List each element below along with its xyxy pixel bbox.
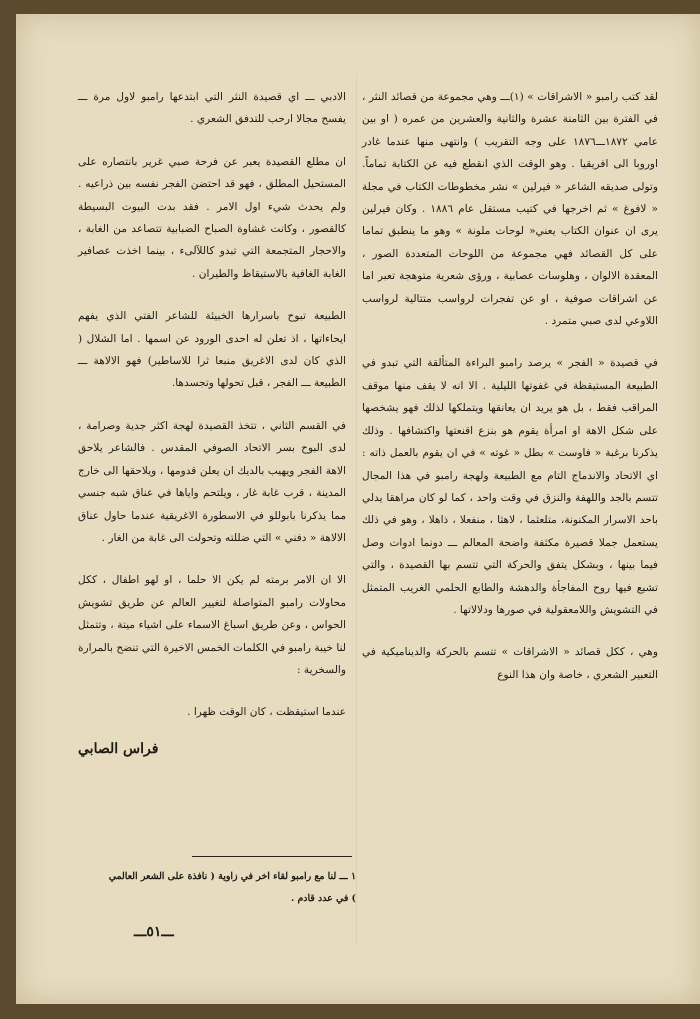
footnote: ١ ـــ لنا مع رامبو لقاء اخر في زاوية ( نافذة على الشعر العالمي ) في عدد قادم . bbox=[108, 871, 356, 904]
right-column bbox=[362, 86, 658, 706]
paragraph: الطبيعة تبوح باسرارها الخبيئة للشاعر الفتي الذي يفهم ايحاءاتها ، اذ تعلن له احدى الورود عن اسمها . اما الشلال ( الذي كان لدى الاغريق منبعا ثرا للاساطير) فهو الالاهة ـــ الطبيعة ـــ الفجر ، قبل تحولها وتجسدها. bbox=[78, 310, 346, 390]
page bbox=[16, 14, 700, 1004]
paragraph: ان مطلع القصيدة يعبر عن فرحة صبي غرير بانتصاره على المستحيل المطلق ، فهو قد احتضن الفجر نفسه بين ذراعيه . ولم يحدث شيء اول الامر . فقد بدت البيوت البسيطة كالقصور ، وكانت غشاوة الصباح الضبابية تتصاعد من الغابة ، والاحجار المتجمعة التي تبدو كاللآلىء ، بينما اخذت عصافير الغابة الغافية بالاستيقاظ والطيران . bbox=[78, 155, 346, 280]
author-signature: فراس الصابي bbox=[78, 740, 159, 757]
closing-line: عندما استيقظت ، كان الوقت ظهرا . bbox=[187, 706, 346, 719]
paragraph: الادبي ـــ اي قصيدة النثر التي ابتدعها رامبو لاول مرة ـــ يفسح مجالا ارحب للتدفق الشعري . bbox=[78, 91, 346, 126]
paragraph: في قصيدة « الفجر » يرصد رامبو البراءة المتألقة التي تبدو في الطبيعة المستيقظة في غفوتها الليلية . الا انه لا يقف منها موقف المراقب فقط ، بل هو يريد ان يعانقها ويتملكها لذلك فهو يشخصها على شكل الاهة او امرأة يقوم هو بنزع اقنعتها واكتشافها . وذلك يذكرنا برغبة « فاوست » بطل « غوته » في ان يقوم بالعمل ذاته : اي الاتحاد والاندماج التام مع الطبيعة ولهجة رامبو في هذا المجال تتسم بالجد واللهفة والنزق في وقت واحد ، كما لو كان مراهقا يدلي باحد الاسرار المكنونة، متلعثما ، لاهثا ، منفعلا ، ذاهلا ، وهو في ذلك يستعمل جملا قصيرة مكثفة واضحة المعالم ـــ دونما ادوات وصل فيما بينها ، وبشكل يتفق والحركة التي تتسم بها القصيدة ، والتي تشيع فيها روح المفاجأة والدهشة والطابع الحلمي الغريب المتمثل في التشويش واللامعقولية في صورها ودلالاتها . bbox=[362, 357, 658, 616]
column-gutter bbox=[356, 74, 357, 944]
paragraph: الا ان الامر برمته لم يكن الا حلما ، او لهو اطفال ، ككل محاولات رامبو المتواصلة لتغيير العالم عن طريق تشويش الحواس ، وعن طريق اسباغ الاسماء على اشياء ميتة ، وتتمثل لنا خيبة رامبو في الكلمات الخمس الاخيرة التي تنضح بالمرارة والسخرية : bbox=[78, 574, 346, 676]
footnote-divider bbox=[192, 856, 352, 857]
page-number: ـــ٥١ـــ bbox=[134, 924, 174, 940]
paragraph: وهي ، ككل قصائد « الاشراقات » تتسم بالحركة والديناميكية في التعبير الشعري ، خاصة وان هذا النوع bbox=[362, 646, 658, 681]
paragraph: لقد كتب رامبو « الاشراقات » (١)ـــ وهي مجموعة من قصائد النثر ، في الفترة بين الثامنة عشرة والثانية والعشرين من عمره ( او بين عامي ١٨٧٢ـــ١٨٧٦ على وجه التقريب ) وانتهى منها عندما غادر اوروبا الى افريقيا . وهو الوقت الذي انقطع فيه عن الكتابة تماماً. وتولى صديقه الشاعر « فيرلين » نشر مخطوطات الكتاب في مجلة « لافوغ » ثم اخرجها في كتيب مستقل عام ١٨٨٦ . وكان فيرلين يرى ان عنوان الكتاب يعني« لوحات ملونة » وهو ما ينطبق تماما على كل القصائد فهي مجموعة من اللوحات المتعددة الصور ، المعقدة الالوان ، وهلوسات عصابية ، ورؤى شعرية متوهجة تعبر اما عن اشراقات صوفية ، او عن تفجرات لرواسب متتالية لرواسب اللاوعي لدى صبي متمرد . bbox=[362, 91, 659, 328]
paragraph: في القسم الثاني ، تتخذ القصيدة لهجة اكثر جدية وصرامة ، لدى البوح بسر الاتحاد الصوفي المقدس . فالشاعر يلاحق الاهة الفجر ويهيب بالديك ان يعلن قدومها ، ويلاحقها الى خارج المدينة ، قرب غابة غار ، ويلتحم واياها في عناق شبه جنسي مما يذكرنا بابوللو في الاسطورة الاغريقية عندما حاول عناق الالاهة « دفني » التي ضللته وتحولت الى غابة من الغار . bbox=[78, 419, 346, 544]
left-column bbox=[78, 86, 346, 760]
